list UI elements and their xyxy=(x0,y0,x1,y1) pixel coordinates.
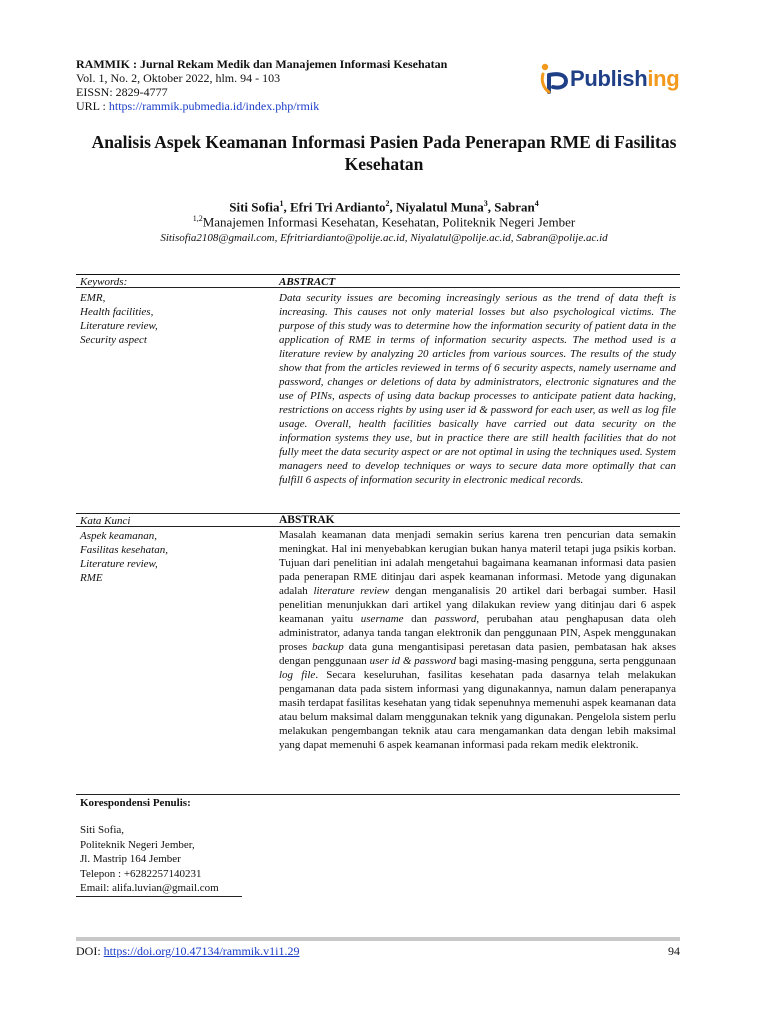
kata-kunci-heading: Kata Kunci xyxy=(80,515,131,527)
correspondence-line: Telepon : +6282257140231 xyxy=(80,867,202,880)
kata-kunci-item: Fasilitas kesehatan, xyxy=(80,544,168,556)
page-number: 94 xyxy=(668,944,680,958)
correspondence-heading: Korespondensi Penulis: xyxy=(80,797,191,809)
author-name: Sabran xyxy=(494,199,535,215)
keyword-item: Health facilities, xyxy=(80,306,154,318)
eissn: EISSN: 2829-4777 xyxy=(76,85,168,99)
keyword-item: EMR, xyxy=(80,292,106,304)
keywords-heading: Keywords: xyxy=(80,276,128,288)
keyword-item: Literature review, xyxy=(80,320,158,332)
correspondence-line: Politeknik Negeri Jember, xyxy=(80,838,195,851)
kata-kunci-block xyxy=(80,514,260,585)
abstrak-block xyxy=(279,513,676,752)
url-label: URL : xyxy=(76,99,109,113)
author-name: Efri Tri Ardianto xyxy=(289,199,386,215)
doi-line: DOI: https://doi.org/10.47134/rammik.v1i1.29 xyxy=(76,944,300,958)
kata-kunci-item: Literature review, xyxy=(80,558,158,570)
correspondence-lines xyxy=(80,823,260,896)
correspondence-divider xyxy=(76,896,242,897)
keywords-block xyxy=(80,275,260,347)
publisher-logo-icon xyxy=(540,62,570,96)
abstract-block xyxy=(279,275,676,487)
affiliation: $^{1,2}$Manajemen Informasi Kesehatan, Kesehatan, Politeknik Negeri Jember xyxy=(192,214,576,230)
kata-kunci-item: RME xyxy=(80,572,103,584)
abstrak-text: Masalah keamanan data menjadi semakin serius karena tren pencurian data semakin meningkat. Hal ini menyebabkan kerugian bukan hanya materil tetapi juga psikis korban. Tujuan dari penelitian ini adalah mengetahui bagaimana keamanan informasi data pasien pada penerapan RME ditinjau dari aspek keamanan informasi. Metode yang digunakan adalah literature review dengan menganalisis 20 artikel dari berbagai sumber. Hasil penelitian menunjukkan dari artikel yang dilakukan review yang ditinjau dari 6 aspek keamanan yaitu username dan password, perubahan atau penghapusan data oleh administrator, adanya tanda tangan elektronik dan penggunaan PIN, Aspek menggunakan proses backup data guna mengantisipasi peretasan data pasien, pembatasan hak akses dengan penggunaan user id & password bagi masing-masing pengguna, serta penggunaan log file. Secara keseluruhan, fasilitas kesehatan pada dasarnya telah melakukan pengamanan data pada sistem informasi yang digunakannya, namun dalam penerapanya masih terdapat fasilitas kesehatan yang tidak sepenuhnya memenuhi aspek keamanan data atau belum maksimal dalam menggunakan teknik yang digunakan. Pengelola sistem perlu melakukan pengembangan teknik atau cara mengamankan data dengan lebih maksimal yang dapat memenuhi 6 aspek keamanan informasi pada rekam medik elektronik. xyxy=(279,529,677,751)
kata-kunci-item: Aspek keamanan, xyxy=(80,530,157,542)
author-emails: Sitisofia2108@gmail.com, Efritriardianto@polije.ac.id, Niyalatul@polije.ac.id, Sabran@polije.ac.id xyxy=(160,232,608,244)
doi-link[interactable]: https://doi.org/10.47134/rammik.v1i1.29 xyxy=(103,944,300,958)
journal-name: RAMMIK : Jurnal Rekam Medik dan Manajemen Informasi Kesehatan xyxy=(76,57,448,71)
kata-kunci-list xyxy=(80,529,260,585)
keyword-item: Security aspect xyxy=(80,334,147,346)
paper-title: Analisis Aspek Keamanan Informasi Pasien Pada Penerapan RME di Fasilitas Kesehatan xyxy=(91,132,677,174)
url-line xyxy=(76,99,447,113)
correspondence-line: Jl. Mastrip 164 Jember xyxy=(80,853,181,865)
keywords-list xyxy=(80,291,260,347)
abstract-heading: ABSTRACT xyxy=(279,276,336,288)
author-name: Siti Sofia xyxy=(229,199,280,215)
correspondence-line: Email: alifa.luvian@gmail.com xyxy=(80,882,219,894)
journal-url-link[interactable]: https://rammik.pubmedia.id/index.php/rmik xyxy=(108,99,320,113)
footer-bar xyxy=(76,937,680,941)
correspondence-line: Siti Sofia, xyxy=(80,824,125,836)
journal-header xyxy=(76,57,447,113)
author-list: Siti Sofia$^1$, Efri Tri Ardianto$^2$, Niyalatul Muna$^3$, Sabran$^4$ xyxy=(229,199,539,215)
correspondence-block xyxy=(80,796,260,896)
abstrak-heading: ABSTRAK xyxy=(279,514,335,526)
publisher-logo-text: Publishing xyxy=(570,66,680,91)
volume-line: Vol. 1, No. 2, Oktober 2022, hlm. 94 - 103 xyxy=(76,71,281,85)
abstrak-divider xyxy=(76,794,680,795)
abstract-text: Data security issues are becoming increasingly serious as the trend of data theft is increasing. This causes not only material losses but also psychological victims. The purpose of this study was to determine how the information security of patient data in the application of RME in terms of information security aspects. The method used is a literature review by analyzing 20 articles from various sources. The results of the study show that from the articles reviewed in terms of 6 security aspects, namely username and password, changes or deletions of data by administrators, electronic signatures and the use of PINs, aspects of using data backup processes to anticipate patient data hacking, restrictions on access rights by using user id & password for each user, as well as log file usage. Overall, health facilities basically have carried out data security on the information systems they use, but in practice there are still health facilities that do not fully meet the data security aspect or are not optimal in using the techniques used. System managers need to develop techniques or ways to secure data more optimally that can fulfill 6 aspects of information security in electronic medical records. xyxy=(279,292,676,486)
publisher-logo xyxy=(540,62,679,96)
author-name: Niyalatul Muna xyxy=(396,199,484,215)
